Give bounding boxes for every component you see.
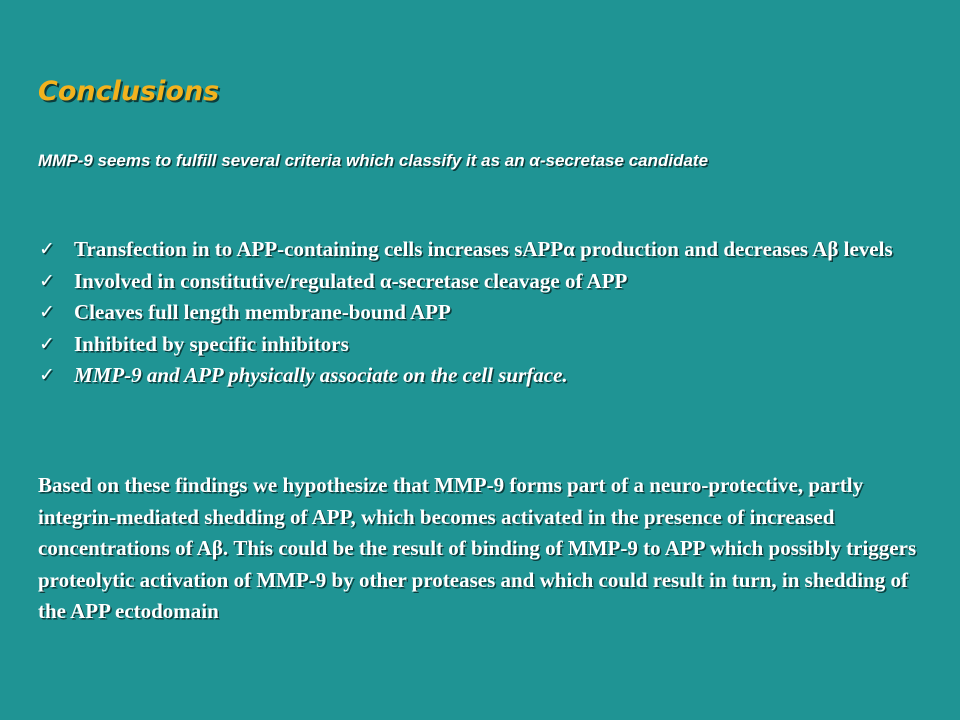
criteria-list — [38, 234, 938, 392]
criteria-item-text: Inhibited by specific inhibitors — [74, 331, 349, 356]
intro-text: MMP-9 seems to fulfill several criteria which classify it as an α-secretase candidate — [38, 151, 709, 170]
checkmark-icon: ✓ — [39, 269, 55, 292]
criteria-item — [38, 360, 938, 392]
criteria-item-text: MMP-9 and APP physically associate on the cell surface. — [74, 363, 568, 387]
slide-title: Conclusions — [38, 76, 220, 107]
checkmark-icon: ✓ — [39, 238, 55, 260]
criteria-item-text: Involved in constitutive/regulated α-secretase cleavage of APP — [74, 268, 628, 293]
checkmark-icon: ✓ — [39, 301, 55, 323]
criteria-item-text: Cleaves full length membrane-bound APP — [74, 300, 451, 324]
criteria-item — [38, 297, 938, 329]
criteria-item — [38, 234, 938, 266]
checkmark-icon: ✓ — [39, 364, 55, 386]
criteria-item — [38, 329, 938, 361]
hypothesis-paragraph: Based on these findings we hypothesize that MMP-9 forms part of a neuro-protective, partly integrin-mediated shedding of APP, which becomes activated in the presence of increased concentrations of Aβ. This could be the result of binding of MMP-9 to APP which possibly triggers proteolytic activation of MMP-9 by other proteases and which could result in turn, in shedding of the APP ectodomain — [38, 473, 917, 623]
criteria-item-text: Transfection in to APP-containing cells increases sAPPα production and decreases Aβ levels — [74, 237, 893, 261]
checkmark-icon: ✓ — [39, 332, 55, 355]
criteria-item — [38, 266, 938, 298]
